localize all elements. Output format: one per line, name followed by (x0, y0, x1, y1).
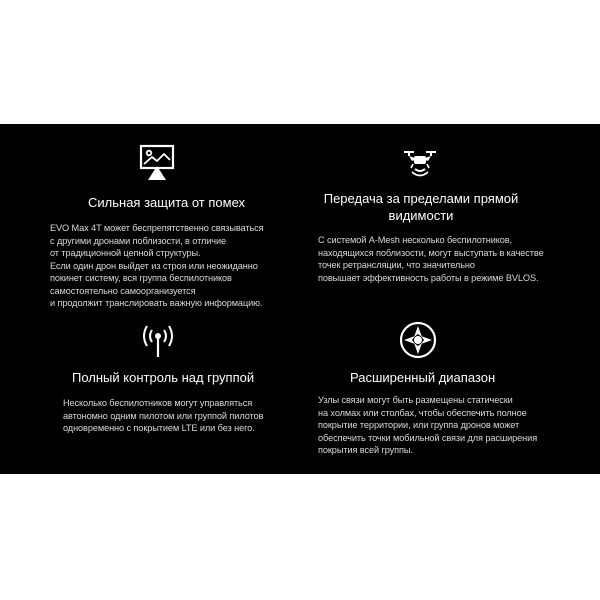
description-line: и продолжит транслировать важную информацию. (50, 298, 263, 308)
feature-title: Расширенный диапазон (350, 370, 496, 385)
title-line: Передача за пределами прямой (323, 191, 519, 206)
description-line: самостоятельно самоорганизуется (50, 285, 196, 296)
description-line: С системой A-Mesh несколько беспилотников, (318, 235, 512, 245)
description-line: обеспечить точки мобильной связи для расширения (318, 432, 538, 443)
description-line: Узлы связи могут быть размещены статически (318, 395, 513, 405)
description-line: EVO Max 4T может беспрепятственно связываться (50, 223, 264, 233)
description-line: Если один дрон выйдет из строя или неожиданно (50, 260, 258, 271)
antenna-broadcast-icon (138, 320, 178, 360)
feature-description (50, 222, 264, 310)
feature-title: Полный контроль над группой (72, 370, 255, 385)
description-line: повышает эффективность работы в режиме BVLOS. (318, 272, 539, 283)
description-line: находящихся поблизости, могут выступать в качестве (318, 247, 544, 258)
description-line: покинет систему, вся группа беспилотников (50, 273, 232, 283)
description-line: точек ретрансляции, что значительно (318, 260, 475, 270)
drone-signal-icon (398, 144, 442, 184)
feature-description (63, 397, 263, 435)
description-line: с другими дронами поблизости, в отличие (50, 235, 227, 246)
description-line: покрытия всей группы. (318, 445, 413, 455)
description-line: на холмах или столбах, чтобы обеспечить полное (318, 407, 527, 418)
description-line: Несколько беспилотников могут управляться (63, 398, 253, 408)
description-line: покрытие территории, или группа дронов может (318, 420, 520, 430)
feature-description (318, 394, 537, 457)
title-line: видимости (388, 208, 454, 223)
range-compass-icon (398, 320, 438, 360)
features-panel (0, 124, 600, 474)
image-cast-icon (138, 142, 178, 182)
description-line: автономно одним пилотом или группой пилотов (63, 410, 264, 421)
description-line: от традиционной цепной структуры. (50, 248, 201, 258)
description-line: одновременно с покрытием LTE или без него. (63, 423, 255, 433)
feature-title (316, 190, 526, 224)
feature-description (318, 234, 544, 284)
feature-title: Сильная защита от помех (88, 195, 246, 210)
